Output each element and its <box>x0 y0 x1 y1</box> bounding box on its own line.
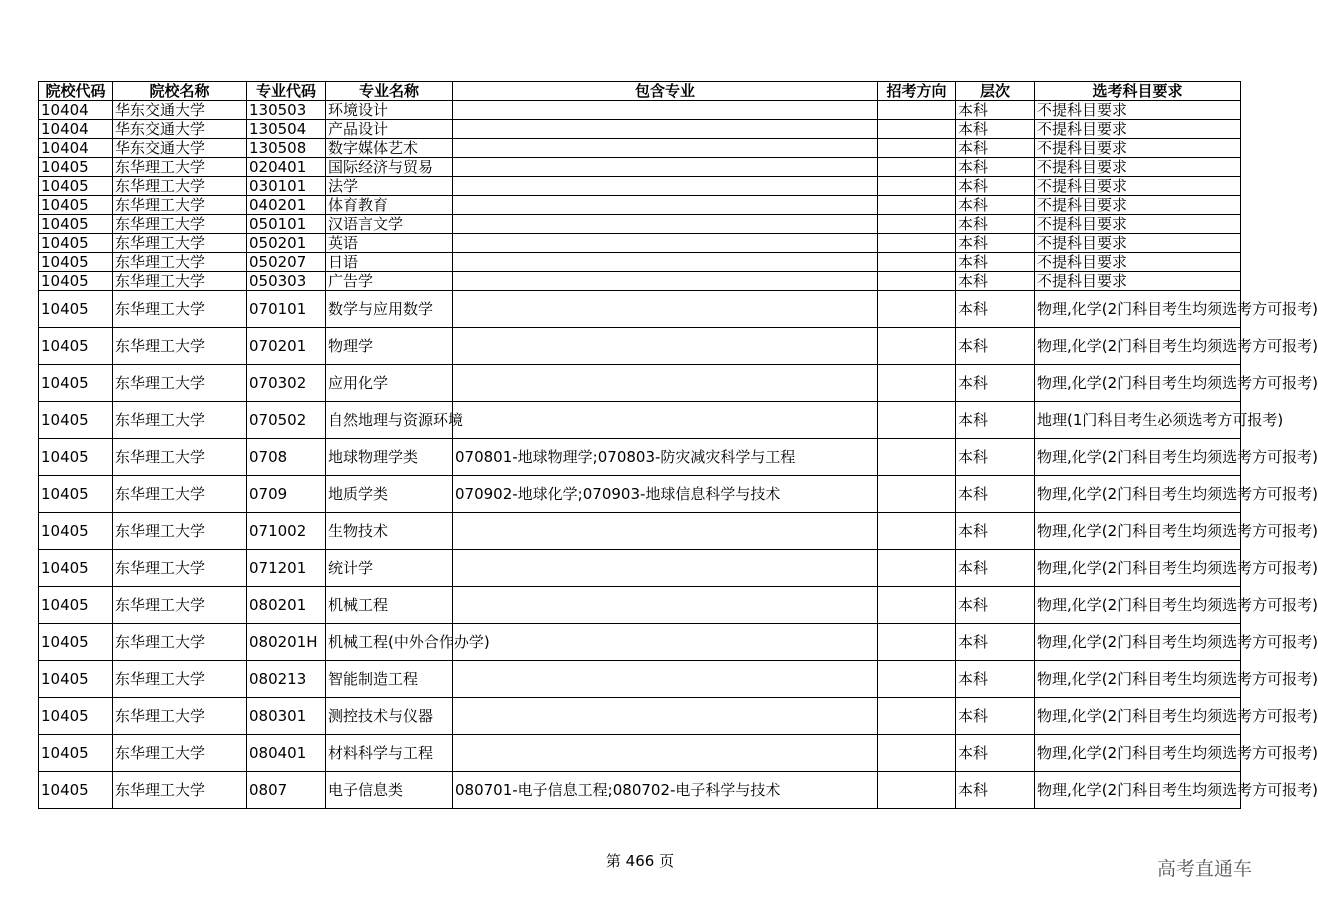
major-code-cell: 050201 <box>247 234 326 253</box>
direction-cell <box>878 772 956 809</box>
school-name-cell: 东华理工大学 <box>113 513 247 550</box>
school-code-cell: 10405 <box>39 158 113 177</box>
school-name-cell: 华东交通大学 <box>113 139 247 158</box>
level-cell: 本科 <box>956 476 1035 513</box>
school-name-cell: 东华理工大学 <box>113 234 247 253</box>
direction-cell <box>878 272 956 291</box>
school-name-cell: 东华理工大学 <box>113 328 247 365</box>
level-cell: 本科 <box>956 772 1035 809</box>
major-name-cell: 产品设计 <box>326 120 453 139</box>
included-majors-cell <box>453 215 878 234</box>
included-majors-cell <box>453 177 878 196</box>
subject-requirement-cell: 不提科目要求 <box>1035 139 1241 158</box>
table-row <box>39 402 1241 439</box>
school-code-cell: 10405 <box>39 439 113 476</box>
major-code-cell: 0708 <box>247 439 326 476</box>
level-cell: 本科 <box>956 291 1035 328</box>
included-majors-cell <box>453 196 878 215</box>
level-cell: 本科 <box>956 661 1035 698</box>
header-direction: 招考方向 <box>878 82 956 101</box>
subject-requirement-cell: 物理,化学(2门科目考生均须选考方可报考) <box>1035 698 1241 735</box>
table-row <box>39 253 1241 272</box>
major-name-cell: 数学与应用数学 <box>326 291 453 328</box>
table-row <box>39 698 1241 735</box>
school-name-cell: 东华理工大学 <box>113 476 247 513</box>
subject-requirement-cell: 不提科目要求 <box>1035 196 1241 215</box>
included-majors-cell <box>453 234 878 253</box>
included-majors-cell <box>453 291 878 328</box>
major-name-cell: 应用化学 <box>326 365 453 402</box>
major-code-cell: 0807 <box>247 772 326 809</box>
major-code-cell: 020401 <box>247 158 326 177</box>
direction-cell <box>878 234 956 253</box>
subject-requirement-cell: 物理,化学(2门科目考生均须选考方可报考) <box>1035 476 1241 513</box>
major-name-cell: 环境设计 <box>326 101 453 120</box>
table-row <box>39 139 1241 158</box>
school-code-cell: 10405 <box>39 215 113 234</box>
subject-requirement-cell: 不提科目要求 <box>1035 177 1241 196</box>
subject-requirement-cell: 物理,化学(2门科目考生均须选考方可报考) <box>1035 624 1241 661</box>
major-name-cell: 日语 <box>326 253 453 272</box>
subject-requirement-cell: 不提科目要求 <box>1035 158 1241 177</box>
major-code-cell: 050207 <box>247 253 326 272</box>
subject-requirement-cell: 不提科目要求 <box>1035 215 1241 234</box>
major-code-cell: 080401 <box>247 735 326 772</box>
table-row <box>39 513 1241 550</box>
table-row <box>39 624 1241 661</box>
major-name-cell: 地球物理学类 <box>326 439 453 476</box>
major-name-cell: 地质学类 <box>326 476 453 513</box>
header-school-code: 院校代码 <box>39 82 113 101</box>
direction-cell <box>878 158 956 177</box>
school-code-cell: 10405 <box>39 234 113 253</box>
major-name-cell: 英语 <box>326 234 453 253</box>
school-name-cell: 东华理工大学 <box>113 698 247 735</box>
major-code-cell: 071201 <box>247 550 326 587</box>
level-cell: 本科 <box>956 698 1035 735</box>
table-row <box>39 661 1241 698</box>
major-code-cell: 0709 <box>247 476 326 513</box>
table-row <box>39 177 1241 196</box>
table-row <box>39 328 1241 365</box>
direction-cell <box>878 196 956 215</box>
major-name-cell: 智能制造工程 <box>326 661 453 698</box>
major-name-cell: 材料科学与工程 <box>326 735 453 772</box>
direction-cell <box>878 587 956 624</box>
direction-cell <box>878 476 956 513</box>
level-cell: 本科 <box>956 624 1035 661</box>
header-subject-requirement: 选考科目要求 <box>1035 82 1241 101</box>
major-code-cell: 080301 <box>247 698 326 735</box>
level-cell: 本科 <box>956 550 1035 587</box>
school-name-cell: 华东交通大学 <box>113 101 247 120</box>
subject-requirement-cell: 物理,化学(2门科目考生均须选考方可报考) <box>1035 365 1241 402</box>
major-code-cell: 071002 <box>247 513 326 550</box>
page-number: 第 466 页 <box>605 852 675 870</box>
major-code-cell: 040201 <box>247 196 326 215</box>
school-name-cell: 华东交通大学 <box>113 120 247 139</box>
level-cell: 本科 <box>956 439 1035 476</box>
level-cell: 本科 <box>956 513 1035 550</box>
school-name-cell: 东华理工大学 <box>113 365 247 402</box>
major-code-cell: 030101 <box>247 177 326 196</box>
table-row <box>39 101 1241 120</box>
major-code-cell: 130508 <box>247 139 326 158</box>
school-code-cell: 10405 <box>39 735 113 772</box>
school-name-cell: 东华理工大学 <box>113 661 247 698</box>
major-name-cell: 测控技术与仪器 <box>326 698 453 735</box>
table-row <box>39 772 1241 809</box>
level-cell: 本科 <box>956 177 1035 196</box>
school-code-cell: 10405 <box>39 177 113 196</box>
subject-requirement-cell: 物理,化学(2门科目考生均须选考方可报考) <box>1035 550 1241 587</box>
school-name-cell: 东华理工大学 <box>113 587 247 624</box>
table-row <box>39 196 1241 215</box>
major-code-cell: 050303 <box>247 272 326 291</box>
level-cell: 本科 <box>956 101 1035 120</box>
major-code-cell: 080201H <box>247 624 326 661</box>
school-name-cell: 东华理工大学 <box>113 196 247 215</box>
school-code-cell: 10405 <box>39 772 113 809</box>
subject-requirement-cell: 物理,化学(2门科目考生均须选考方可报考) <box>1035 587 1241 624</box>
watermark-text: 高考直通车 <box>1156 858 1252 880</box>
school-name-cell: 东华理工大学 <box>113 402 247 439</box>
direction-cell <box>878 139 956 158</box>
school-code-cell: 10404 <box>39 139 113 158</box>
direction-cell <box>878 253 956 272</box>
school-name-cell: 东华理工大学 <box>113 772 247 809</box>
major-name-cell: 汉语言文学 <box>326 215 453 234</box>
major-name-cell: 自然地理与资源环境 <box>326 402 453 439</box>
major-name-cell: 体育教育 <box>326 196 453 215</box>
school-name-cell: 东华理工大学 <box>113 550 247 587</box>
included-majors-cell <box>453 158 878 177</box>
included-majors-cell <box>453 253 878 272</box>
major-name-cell: 物理学 <box>326 328 453 365</box>
subject-requirement-cell: 不提科目要求 <box>1035 253 1241 272</box>
header-major-code: 专业代码 <box>247 82 326 101</box>
included-majors-cell: 070801-地球物理学;070803-防灾减灾科学与工程 <box>453 439 878 476</box>
included-majors-cell <box>453 550 878 587</box>
header-school-name: 院校名称 <box>113 82 247 101</box>
table-row <box>39 215 1241 234</box>
major-code-cell: 050101 <box>247 215 326 234</box>
direction-cell <box>878 698 956 735</box>
included-majors-cell <box>453 139 878 158</box>
subject-requirement-cell: 不提科目要求 <box>1035 234 1241 253</box>
included-majors-cell <box>453 661 878 698</box>
level-cell: 本科 <box>956 158 1035 177</box>
level-cell: 本科 <box>956 328 1035 365</box>
school-code-cell: 10405 <box>39 365 113 402</box>
school-name-cell: 东华理工大学 <box>113 177 247 196</box>
direction-cell <box>878 177 956 196</box>
major-name-cell: 数字媒体艺术 <box>326 139 453 158</box>
table-row <box>39 158 1241 177</box>
direction-cell <box>878 365 956 402</box>
level-cell: 本科 <box>956 253 1035 272</box>
major-code-cell: 130504 <box>247 120 326 139</box>
level-cell: 本科 <box>956 272 1035 291</box>
header-level: 层次 <box>956 82 1035 101</box>
major-name-cell: 国际经济与贸易 <box>326 158 453 177</box>
level-cell: 本科 <box>956 234 1035 253</box>
direction-cell <box>878 328 956 365</box>
school-code-cell: 10405 <box>39 587 113 624</box>
school-code-cell: 10405 <box>39 513 113 550</box>
major-name-cell: 统计学 <box>326 550 453 587</box>
included-majors-cell <box>453 735 878 772</box>
subject-requirement-cell: 不提科目要求 <box>1035 120 1241 139</box>
major-code-cell: 070201 <box>247 328 326 365</box>
subject-requirement-cell: 物理,化学(2门科目考生均须选考方可报考) <box>1035 291 1241 328</box>
table-row <box>39 120 1241 139</box>
subject-requirement-cell: 物理,化学(2门科目考生均须选考方可报考) <box>1035 513 1241 550</box>
major-code-cell: 080213 <box>247 661 326 698</box>
major-name-cell: 电子信息类 <box>326 772 453 809</box>
header-included-majors: 包含专业 <box>453 82 878 101</box>
direction-cell <box>878 215 956 234</box>
school-name-cell: 东华理工大学 <box>113 253 247 272</box>
school-code-cell: 10405 <box>39 550 113 587</box>
level-cell: 本科 <box>956 120 1035 139</box>
school-name-cell: 东华理工大学 <box>113 624 247 661</box>
admission-table <box>38 81 1318 809</box>
school-code-cell: 10405 <box>39 402 113 439</box>
included-majors-cell <box>453 328 878 365</box>
header-major-name: 专业名称 <box>326 82 453 101</box>
included-majors-cell <box>453 698 878 735</box>
school-code-cell: 10405 <box>39 253 113 272</box>
major-name-cell: 机械工程(中外合作办学) <box>326 624 453 661</box>
level-cell: 本科 <box>956 587 1035 624</box>
included-majors-cell: 080701-电子信息工程;080702-电子科学与技术 <box>453 772 878 809</box>
school-code-cell: 10405 <box>39 476 113 513</box>
table-row <box>39 439 1241 476</box>
school-code-cell: 10404 <box>39 101 113 120</box>
included-majors-cell <box>453 402 878 439</box>
school-name-cell: 东华理工大学 <box>113 215 247 234</box>
direction-cell <box>878 661 956 698</box>
school-code-cell: 10405 <box>39 661 113 698</box>
subject-requirement-cell: 不提科目要求 <box>1035 101 1241 120</box>
subject-requirement-cell: 物理,化学(2门科目考生均须选考方可报考) <box>1035 735 1241 772</box>
level-cell: 本科 <box>956 735 1035 772</box>
major-name-cell: 生物技术 <box>326 513 453 550</box>
table-row <box>39 365 1241 402</box>
header-row <box>39 82 1241 101</box>
major-code-cell: 080201 <box>247 587 326 624</box>
school-name-cell: 东华理工大学 <box>113 735 247 772</box>
major-name-cell: 法学 <box>326 177 453 196</box>
table-row <box>39 476 1241 513</box>
included-majors-cell: 070902-地球化学;070903-地球信息科学与技术 <box>453 476 878 513</box>
school-code-cell: 10405 <box>39 272 113 291</box>
direction-cell <box>878 101 956 120</box>
direction-cell <box>878 550 956 587</box>
school-name-cell: 东华理工大学 <box>113 272 247 291</box>
school-code-cell: 10405 <box>39 698 113 735</box>
major-code-cell: 070101 <box>247 291 326 328</box>
school-name-cell: 东华理工大学 <box>113 158 247 177</box>
included-majors-cell <box>453 587 878 624</box>
major-code-cell: 070502 <box>247 402 326 439</box>
major-code-cell: 130503 <box>247 101 326 120</box>
table-row <box>39 587 1241 624</box>
direction-cell <box>878 735 956 772</box>
direction-cell <box>878 120 956 139</box>
subject-requirement-cell: 物理,化学(2门科目考生均须选考方可报考) <box>1035 439 1241 476</box>
table-row <box>39 272 1241 291</box>
subject-requirement-cell: 不提科目要求 <box>1035 272 1241 291</box>
included-majors-cell <box>453 513 878 550</box>
included-majors-cell <box>453 101 878 120</box>
table-row <box>39 291 1241 328</box>
school-code-cell: 10405 <box>39 624 113 661</box>
subject-requirement-cell: 地理(1门科目考生必须选考方可报考) <box>1035 402 1241 439</box>
school-code-cell: 10405 <box>39 291 113 328</box>
school-code-cell: 10405 <box>39 196 113 215</box>
subject-requirement-cell: 物理,化学(2门科目考生均须选考方可报考) <box>1035 328 1241 365</box>
table-row <box>39 234 1241 253</box>
included-majors-cell <box>453 365 878 402</box>
direction-cell <box>878 513 956 550</box>
direction-cell <box>878 402 956 439</box>
school-code-cell: 10405 <box>39 328 113 365</box>
direction-cell <box>878 291 956 328</box>
subject-requirement-cell: 物理,化学(2门科目考生均须选考方可报考) <box>1035 772 1241 809</box>
school-code-cell: 10404 <box>39 120 113 139</box>
level-cell: 本科 <box>956 139 1035 158</box>
level-cell: 本科 <box>956 365 1035 402</box>
table-row <box>39 735 1241 772</box>
table-row <box>39 550 1241 587</box>
direction-cell <box>878 439 956 476</box>
major-code-cell: 070302 <box>247 365 326 402</box>
included-majors-cell <box>453 624 878 661</box>
major-name-cell: 广告学 <box>326 272 453 291</box>
direction-cell <box>878 624 956 661</box>
level-cell: 本科 <box>956 196 1035 215</box>
included-majors-cell <box>453 272 878 291</box>
school-name-cell: 东华理工大学 <box>113 291 247 328</box>
level-cell: 本科 <box>956 402 1035 439</box>
major-name-cell: 机械工程 <box>326 587 453 624</box>
level-cell: 本科 <box>956 215 1035 234</box>
included-majors-cell <box>453 120 878 139</box>
school-name-cell: 东华理工大学 <box>113 439 247 476</box>
subject-requirement-cell: 物理,化学(2门科目考生均须选考方可报考) <box>1035 661 1241 698</box>
